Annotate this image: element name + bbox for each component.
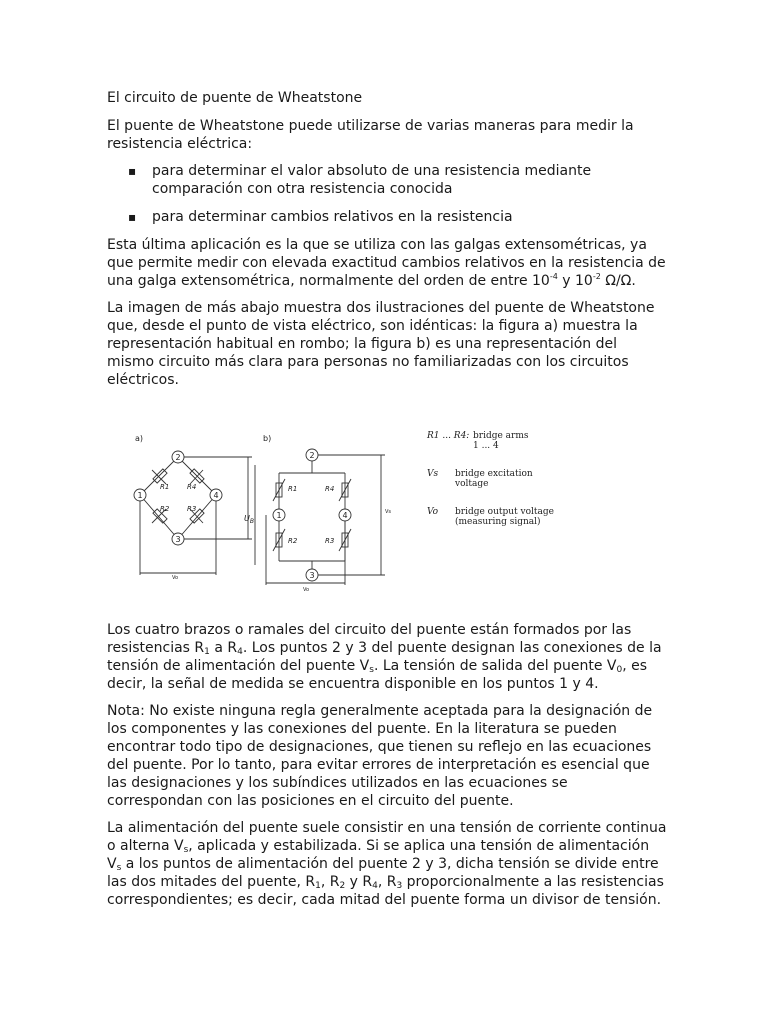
alimentacion-paragraph xyxy=(107,819,667,909)
subscript: 1 xyxy=(315,881,321,891)
nota-paragraph: Nota: No existe ninguna regla generalmente aceptada para la designación de los componentes y las conexiones del puente. En la literatura se pueden encontrar todo tipo de designaciones, que tienen su reflejo en las ecuaciones del puente. Por lo tanto, para evitar errores de interpretación es esencial que las designaciones y los subíndices utilizados en las ecuaciones se correspondan con las posiciones en el circuito del puente. xyxy=(107,703,653,809)
legend-text: bridge arms xyxy=(473,431,529,441)
legend-text: 1 ... 4 xyxy=(473,441,499,451)
node-label: 4 xyxy=(213,491,219,500)
legend-text: bridge excitation xyxy=(455,469,533,479)
resistor-label: R3 xyxy=(325,537,335,545)
galgas-text: y 10 xyxy=(557,273,593,289)
resistor-label: R1 xyxy=(160,483,170,491)
alim-text: y R xyxy=(345,874,373,890)
alim-text: , R xyxy=(377,874,397,890)
brazos-paragraph xyxy=(107,621,667,693)
alim-text: a los puntos de alimentación del puente 2 y 3, dicha tensión se divide entre las dos mitades del puente, R xyxy=(107,856,659,890)
imagen-paragraph: La imagen de más abajo muestra dos ilustraciones del puente de Wheatstone que, desde el punto de vista eléctrico, son idénticas: la figura a) muestra la representación habitual en rombo; la figura b) es una representación del mismo circuito más clara para personas no familiarizadas con los circuitos eléctricos. xyxy=(107,300,655,388)
brazos-text: . La tensión de salida del puente V xyxy=(373,658,617,674)
resistor-label: R4 xyxy=(325,485,335,493)
brazos-text: a R xyxy=(209,640,238,656)
figure-b-label: b) xyxy=(263,434,272,443)
document-body xyxy=(107,89,667,918)
node-label: 3 xyxy=(175,535,181,544)
node-label: 4 xyxy=(342,511,348,520)
legend-symbol: Vo xyxy=(427,507,439,517)
figure-a-label: a) xyxy=(135,434,144,443)
resistor-label: R2 xyxy=(288,537,298,545)
galgas-paragraph xyxy=(107,236,667,290)
subscript: s xyxy=(183,845,189,855)
alim-text: proporcionalmente a las resistencias correspondientes; es decir, cada mitad del puente forma un divisor de tensión. xyxy=(107,874,664,908)
ub-label: $U_B$ xyxy=(244,514,254,525)
diamond-bridge xyxy=(140,457,252,575)
exponent: -4 xyxy=(549,272,558,281)
brazos-text: , es decir, la señal de medida se encuentra disponible en los puntos 1 y 4. xyxy=(107,658,648,692)
legend-text: voltage xyxy=(455,479,489,489)
document-title: El circuito de puente de Wheatstone xyxy=(107,90,363,106)
bullet-item: ▪ para determinar el valor absoluto de una resistencia mediante comparación con otra resistencia conocida xyxy=(152,162,667,198)
bullet-item: ▪ para determinar cambios relativos en la resistencia xyxy=(152,208,667,226)
subscript: 2 xyxy=(339,881,346,891)
vs-label: Vs xyxy=(385,509,392,515)
node-label: 3 xyxy=(309,571,315,580)
figure-legend xyxy=(426,431,554,527)
resistor-label: R4 xyxy=(187,483,197,491)
subscript: s xyxy=(369,665,374,675)
node-label: 1 xyxy=(276,511,282,520)
resistor-label: R2 xyxy=(160,505,170,513)
node-label: 2 xyxy=(309,451,315,460)
legend-text: (measuring signal) xyxy=(455,517,541,527)
alim-text: , R xyxy=(320,874,340,890)
legend-symbol: R1 ... R4: xyxy=(427,431,470,441)
subscript: 3 xyxy=(396,881,403,891)
subscript: 4 xyxy=(237,647,243,657)
brazos-text: . Los puntos 2 y 3 del puente designan las conexiones de la tensión de alimentación del puente V xyxy=(107,640,662,674)
bullet-list xyxy=(107,162,667,226)
galgas-text: Esta última aplicación es la que se utiliza con las galgas extensométricas, ya que permite medir con elevada exactitud cambios relativos en la resistencia de una galga extensométrica, normalmente del orden de entre 10 xyxy=(107,237,666,289)
subscript: 0 xyxy=(616,665,623,675)
legend-text: bridge output voltage xyxy=(455,507,554,517)
subscript: 4 xyxy=(372,881,378,891)
node-label: 1 xyxy=(137,491,143,500)
vo-label: Vo xyxy=(303,587,310,593)
legend-symbol: Vs xyxy=(427,469,439,479)
subscript: 1 xyxy=(204,647,210,657)
resistor-label: R1 xyxy=(288,485,298,493)
intro-paragraph: El puente de Wheatstone puede utilizarse de varias maneras para medir la resistencia eléctrica: xyxy=(107,118,634,152)
subscript: s xyxy=(116,863,122,873)
alim-text: , aplicada y estabilizada. Si se aplica una tensión de alimentación V xyxy=(107,838,650,872)
ladder-bridge xyxy=(255,455,385,585)
resistor-label: R3 xyxy=(187,505,197,513)
alim-text: La alimentación del puente suele consistir en una tensión de corriente continua o alterna V xyxy=(107,820,667,854)
brazos-text: Los cuatro brazos o ramales del circuito del puente están formados por las resistencias R xyxy=(107,622,632,656)
node-label: 2 xyxy=(175,453,181,462)
wheatstone-diagram xyxy=(105,415,665,595)
wheatstone-figure xyxy=(105,415,665,595)
exponent: -2 xyxy=(592,272,601,281)
vo-label: Vo xyxy=(172,575,179,581)
resistor-r1 xyxy=(153,469,167,483)
galgas-text: Ω/Ω. xyxy=(600,273,636,289)
